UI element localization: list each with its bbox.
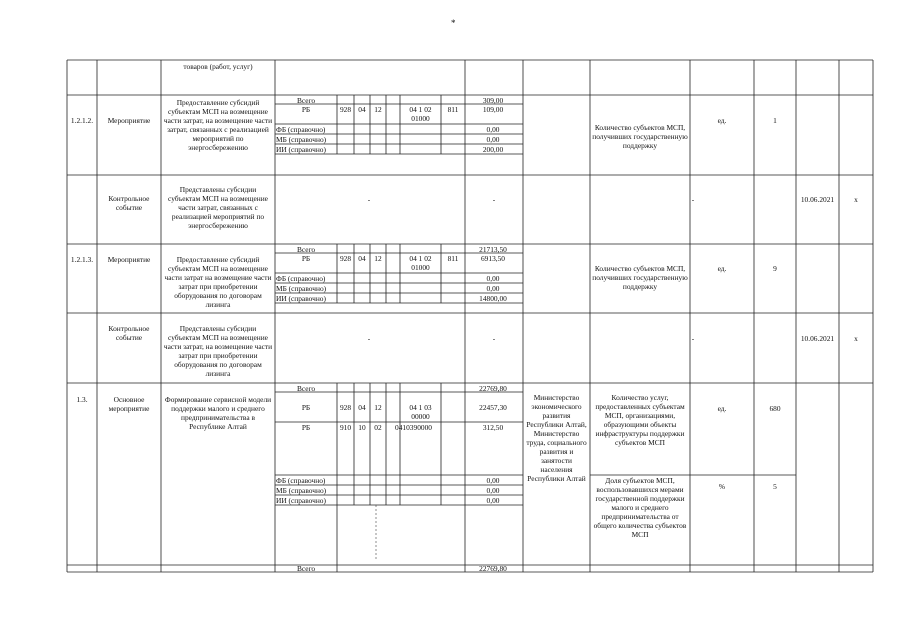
fin-total: 0,00 <box>486 486 500 495</box>
fin-source: МБ (справочно) <box>276 284 327 293</box>
fin-rz: 10 <box>358 423 366 432</box>
control-mark: х <box>854 334 858 343</box>
fin-source: МБ (справочно) <box>276 486 327 495</box>
fin-total: 200,00 <box>482 145 504 154</box>
row-kind: Мероприятие <box>107 255 151 264</box>
fin-rz: 04 <box>358 254 366 263</box>
row-description: Предоставление субсидий субъектам МСП на возмещение части затрат на возмещение части затрат при приобретении оборудования по договорам лизинга <box>164 255 272 309</box>
fin-total: 0,00 <box>486 135 500 144</box>
fin-total: 22457,30 <box>479 403 507 412</box>
fin-source: ИИ (справочно) <box>276 496 326 505</box>
indicator-value: 9 <box>773 264 777 273</box>
fin-csr: 0410390000 <box>395 423 432 432</box>
fin-total: 0,00 <box>486 476 500 485</box>
fin-total: 21713,50 <box>479 245 507 254</box>
fin-csr: 04 1 03 00000 <box>409 403 432 421</box>
row-kind: Основное мероприятие <box>108 395 150 413</box>
fin-source: Всего <box>297 245 316 254</box>
fin-total: 109,00 <box>482 105 504 114</box>
indicator-unit: ед. <box>717 116 727 125</box>
row-kind: Мероприятие <box>107 116 151 125</box>
row-number: 1.2.1.2. <box>70 116 94 125</box>
fin-pr: 12 <box>374 105 382 114</box>
indicator-value: 5 <box>773 482 777 491</box>
fin-source: РБ <box>301 403 311 412</box>
fin-vr: 811 <box>447 254 459 263</box>
fin-grbs: 928 <box>339 403 352 412</box>
fin-csr: 04 1 02 01000 <box>409 105 432 123</box>
fin-total: 22769,80 <box>479 564 507 573</box>
fin-pr: 12 <box>374 254 382 263</box>
fin-source: ИИ (справочно) <box>276 294 326 303</box>
executor-text: Министерство экономического развития Республики Алтай, Министерство труда, социального развития и занятости населения Республики Алтай <box>526 393 587 483</box>
dash: - <box>691 334 695 343</box>
indicator-text: Количество субъектов МСП, получивших государственную поддержку <box>592 123 688 150</box>
control-date: 10.06.2021 <box>800 195 835 204</box>
top-fragment-text: товаров (работ, услуг) <box>183 62 253 71</box>
row-number: 1.2.1.3. <box>70 255 94 264</box>
fin-source: ФБ (справочно) <box>276 476 326 485</box>
indicator-text: Количество услуг, предоставленных субъектам МСП, организациями, образующими объекты инфраструктуры поддержки субъектов МСП <box>595 393 685 447</box>
fin-grbs: 928 <box>339 254 352 263</box>
fin-grbs: 910 <box>339 423 352 432</box>
fin-csr: 04 1 02 01000 <box>409 254 432 272</box>
fin-total: 22769,80 <box>479 384 507 393</box>
indicator-value: 1 <box>773 116 777 125</box>
fin-source: Всего <box>297 384 316 393</box>
fin-source: РБ <box>301 254 311 263</box>
dash: - <box>492 195 496 204</box>
page-mark: * <box>451 18 456 28</box>
fin-source: РБ <box>301 105 311 114</box>
row-kind: Контрольное событие <box>108 324 150 342</box>
dash: - <box>691 195 695 204</box>
row-number: 1.3. <box>76 395 88 404</box>
row-kind: Контрольное событие <box>108 194 150 212</box>
fin-total: 312,50 <box>482 423 504 432</box>
fin-total: 14800,00 <box>479 294 507 303</box>
fin-source: РБ <box>301 423 311 432</box>
indicator-text: Количество субъектов МСП, получивших государственную поддержку <box>592 264 688 291</box>
fin-pr: 12 <box>374 403 382 412</box>
row-description: Представлены субсидии субъектам МСП на возмещение части затрат, на возмещение части затрат при приобретении оборудования по договорам лизинга <box>163 324 273 378</box>
fin-total: 0,00 <box>486 274 500 283</box>
fin-grbs: 928 <box>339 105 352 114</box>
row-description: Представлены субсидии субъектам МСП на возмещение части затрат, связанных с реализацией мероприятий по энергосбережению <box>168 185 268 230</box>
control-mark: х <box>854 195 858 204</box>
dash: - <box>492 334 496 343</box>
fin-source: ИИ (справочно) <box>276 145 326 154</box>
fin-source: МБ (справочно) <box>276 135 327 144</box>
fin-source: Всего <box>297 96 316 105</box>
indicator-text: Доля субъектов МСП, воспользовавшихся мерами государственной поддержки малого и среднего предпринимательства от общего количества субъектов МСП <box>593 476 687 539</box>
fin-total: 0,00 <box>486 496 500 505</box>
fin-vr: 811 <box>447 105 459 114</box>
indicator-unit: % <box>718 482 726 491</box>
fin-source: Всего <box>297 564 316 573</box>
fin-rz: 04 <box>358 105 366 114</box>
fin-source: ФБ (справочно) <box>276 125 326 134</box>
dash: - <box>367 334 371 343</box>
fin-total: 0,00 <box>486 284 500 293</box>
indicator-unit: ед. <box>717 404 727 413</box>
row-description: Формирование сервисной модели поддержки малого и среднего предпринимательства в Республике Алтай <box>164 395 272 431</box>
control-date: 10.06.2021 <box>800 334 835 343</box>
fin-total: 6913,50 <box>480 254 506 263</box>
fin-source: ФБ (справочно) <box>276 274 326 283</box>
row-description: Предоставление субсидий субъектам МСП на возмещение части затрат, на возмещение части затрат, связанных с реализацией мероприятий по энергосбережению <box>163 98 273 152</box>
indicator-value: 680 <box>769 404 781 413</box>
indicator-unit: ед. <box>717 264 727 273</box>
fin-total: 0,00 <box>486 125 500 134</box>
dash: - <box>367 195 371 204</box>
fin-total: 309,00 <box>482 96 504 105</box>
fin-rz: 04 <box>358 403 366 412</box>
fin-pr: 02 <box>374 423 382 432</box>
